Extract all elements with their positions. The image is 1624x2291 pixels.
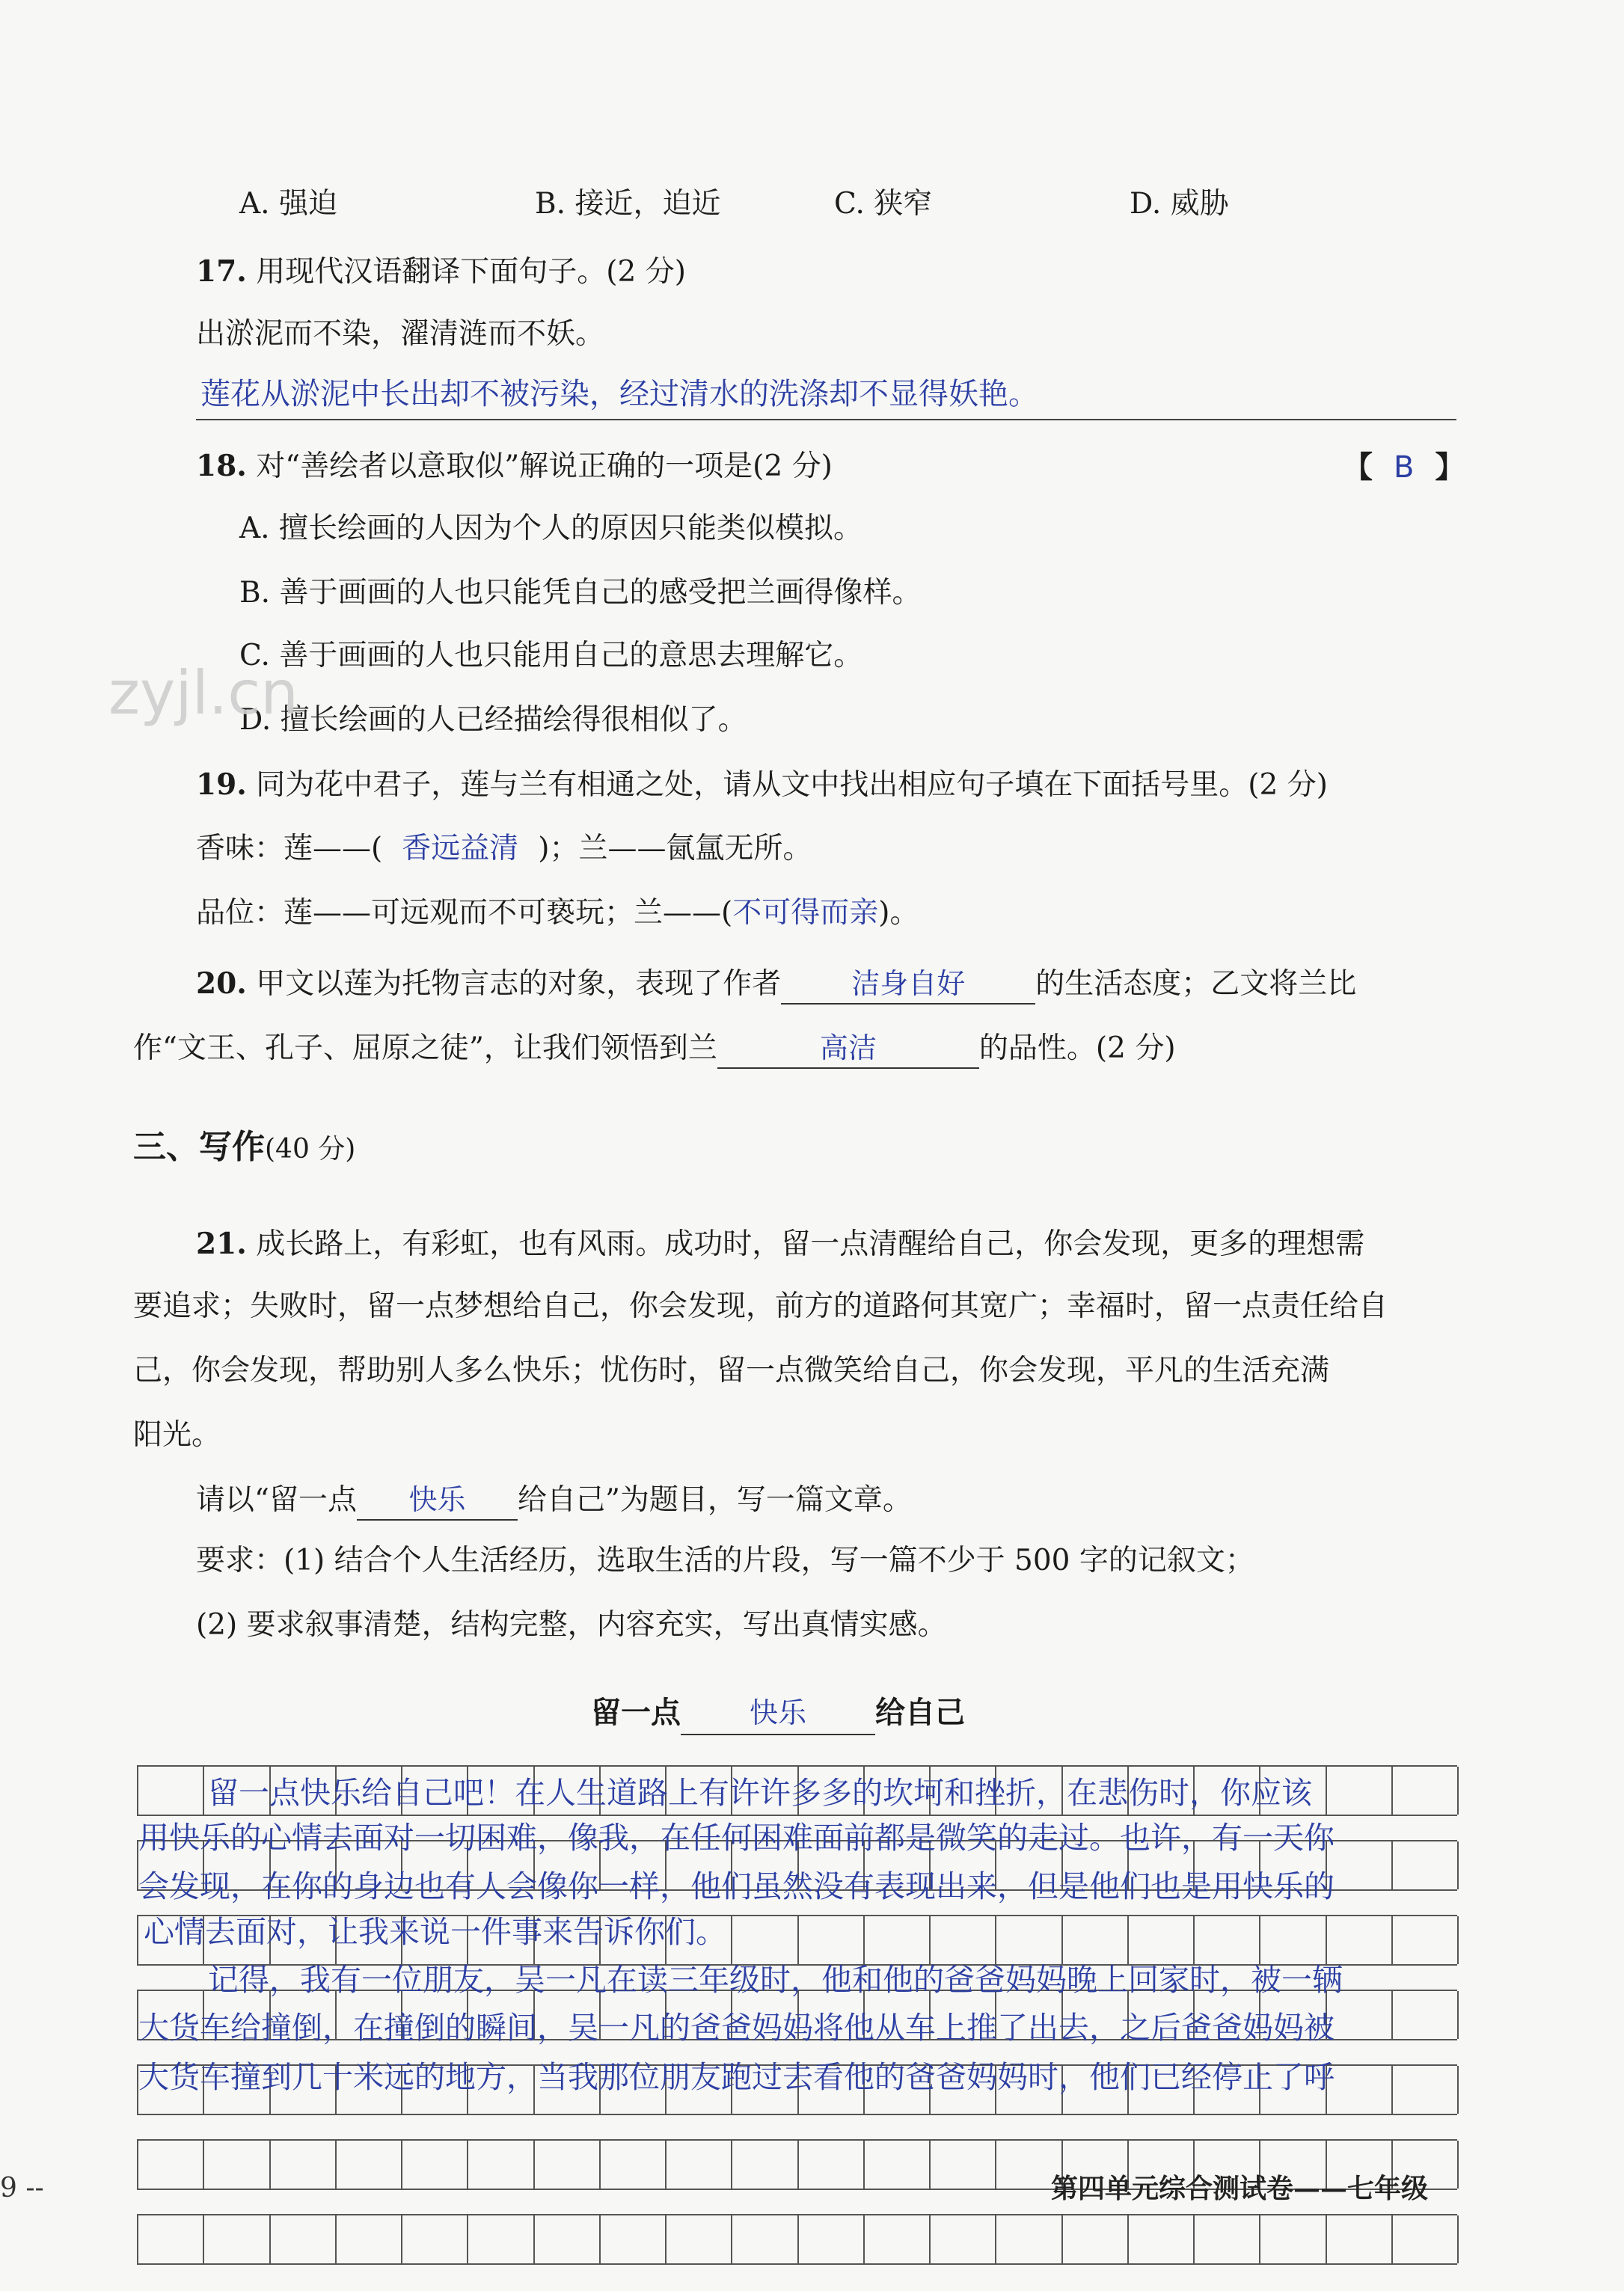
q17-prompt [196,253,686,291]
q21-para-line1 [196,1225,1364,1263]
grid-cell-divider [1193,1916,1195,1964]
grid-cell-divider [797,2215,799,2263]
grid-cell-divider [731,2215,732,2263]
q19-line1-post: )；兰——氤氲无所。 [538,832,812,865]
q17-prompt-text: 用现代汉语翻译下面句子。(2 分) [256,255,686,289]
essay-line: 留一点快乐给自己吧！在人生道路上有许许多多的坎坷和挫折，在悲伤时，你应该 [208,1775,1312,1811]
q21-title-post: 给自己”为题目，写一篇文章。 [517,1483,912,1517]
grid-cell-divider [1457,2066,1459,2114]
q21-title-line [196,1481,912,1521]
grid-cell-divider [929,1916,931,1964]
q20-line2 [133,1029,1176,1069]
grid-cell-divider [599,2215,601,2263]
q21-number: 21. [196,1227,247,1261]
q18-answer: B [1393,450,1415,485]
q20-blank1 [781,965,1035,1005]
q18-prompt [196,447,833,485]
grid-cell-divider [731,2141,732,2189]
grid-cell-divider [665,2141,667,2189]
essay-title-post: 给自己 [875,1695,965,1730]
q16-option-c: C. 狭窄 [834,187,933,221]
q19-line2-pre: 品位：莲——可远观而不可亵玩；兰——( [196,896,733,930]
essay-line: 记得，我有一位朋友，吴一凡在读三年级时，他和他的爸爸妈妈晚上回家时，被一辆 [208,1962,1343,1998]
q17-answer: 莲花从淤泥中长出却不被污染，经过清水的洗涤却不显得妖艳。 [200,377,1038,411]
grid-cell-divider [1391,1991,1393,2039]
q19-answer1: 香远益清 [402,832,519,865]
grid-cell-divider [335,2141,337,2189]
grid-cell-divider [203,2141,204,2189]
grid-cell-divider [1391,1841,1393,1889]
grid-row [137,2214,1457,2265]
q20-line1-post: 的生活态度；乙文将兰比 [1035,967,1357,1001]
grid-cell-divider [137,2141,138,2189]
essay-title-pre: 留一点 [591,1695,681,1730]
q18-bracket-left: 【 [1343,450,1373,485]
q20-line1-pre: 甲文以莲为托物言志的对象，表现了作者 [256,967,782,1001]
essay-line: 用快乐的心情去面对一切困难，像我，在任何困难面前都是微笑的走过。也许，有一天你 [138,1820,1335,1856]
q19-line1 [196,830,812,868]
q20-line1 [196,965,1356,1005]
grid-cell-divider [995,2215,996,2263]
grid-cell-divider [863,2215,865,2263]
q20-line2-post: 的品性。(2 分) [978,1031,1176,1065]
q20-answer1: 洁身自好 [851,967,966,1000]
grid-cell-divider [533,2141,535,2189]
grid-cell-divider [203,1767,204,1815]
q21-title-pre: 请以“留一点 [196,1483,357,1517]
grid-cell-divider [1326,1916,1327,1964]
q21-requirement2: (2) 要求叙事清楚，结构完整，内容充实，写出真情实感。 [196,1608,947,1642]
grid-cell-divider [269,2141,271,2189]
grid-cell-divider [137,1916,138,1964]
grid-cell-divider [599,2141,601,2189]
q17-sentence: 出淤泥而不染，濯清涟而不妖。 [196,317,605,351]
q19-prompt [196,766,1328,804]
essay-line: 大货车撞到几十米远的地方，当我那位朋友跑过去看他的爸爸妈妈时，他们已经停止了呼 [138,2059,1335,2095]
q18-number: 18. [196,449,247,483]
grid-cell-divider [401,2141,402,2189]
grid-cell-divider [797,2141,799,2189]
essay-title [591,1692,965,1735]
essay-title-blank [681,1692,875,1735]
grid-cell-divider [467,2215,468,2263]
q18-option-c: C. 善于画画的人也只能用自己的意思去理解它。 [239,639,863,672]
q20-line2-pre: 作“文王、孔子、屈原之徒”，让我们领悟到兰 [133,1031,717,1065]
q18-option-d: D. 擅长绘画的人已经描绘得很相似了。 [239,703,747,737]
q18-bracket-right: 】 [1435,450,1465,485]
grid-cell-divider [1193,2215,1195,2263]
q16-option-a: A. 强迫 [239,187,337,221]
grid-cell-divider [929,2215,931,2263]
grid-cell-divider [269,2215,271,2263]
q20-blank2 [717,1029,979,1069]
q21-title-answer: 快乐 [408,1483,466,1516]
footer-title: 第四单元综合测试卷——七年级 [1051,2173,1429,2204]
grid-cell-divider [1457,1841,1459,1889]
grid-cell-divider [731,1916,732,1964]
grid-cell-divider [1457,1991,1459,2039]
grid-cell-divider [929,2141,931,2189]
grid-cell-divider [137,1767,138,1815]
grid-cell-divider [1457,1916,1459,1964]
essay-line: 心情去面对，让我来说一件事来告诉你们。 [144,1914,726,1950]
q19-line2-post: )。 [878,896,919,930]
grid-cell-divider [1457,2141,1459,2189]
q18-option-b: B. 善于画画的人也只能凭自己的感受把兰画得像样。 [239,576,922,610]
grid-cell-divider [1061,1916,1063,1964]
grid-cell-divider [1127,1916,1129,1964]
grid-cell-divider [1391,2215,1393,2263]
grid-cell-divider [1326,2215,1327,2263]
q16-option-d: D. 威胁 [1130,187,1229,221]
section-writing-title [133,1126,355,1171]
q21-para-text1: 成长路上，有彩虹，也有风雨。成功时，留一点清醒给自己，你会发现，更多的理想需 [256,1227,1365,1261]
q19-answer2: 不可得而亲 [732,896,879,930]
q19-line1-pre: 香味：莲——( [196,832,383,865]
grid-cell-divider [995,1916,996,1964]
grid-cell-divider [401,2215,402,2263]
q21-para-line3: 己，你会发现，帮助别人多么快乐；忧伤时，留一点微笑给自己，你会发现，平凡的生活充满 [133,1354,1330,1387]
q21-title-blank [357,1481,518,1521]
q17-number: 17. [196,254,247,289]
q18-answer-bracket [1343,449,1465,486]
grid-cell-divider [1259,1916,1260,1964]
q21-para-line4: 阳光。 [133,1418,221,1452]
q16-option-b: B. 接近，迫近 [535,187,721,221]
q19-prompt-text: 同为花中君子，莲与兰有相通之处，请从文中找出相应句子填在下面括号里。(2 分) [256,768,1328,802]
grid-cell-divider [1457,2215,1459,2263]
grid-cell-divider [335,2215,337,2263]
grid-cell-divider [1326,1767,1327,1815]
grid-cell-divider [1061,2215,1063,2263]
grid-cell-divider [863,1916,865,1964]
grid-cell-divider [1391,1767,1393,1815]
grid-cell-divider [467,2141,468,2189]
q19-number: 19. [196,767,247,802]
grid-cell-divider [1259,2215,1260,2263]
grid-cell-divider [797,1916,799,1964]
essay-title-answer: 快乐 [749,1696,806,1729]
q21-requirement1: 要求：(1) 结合个人生活经历，选取生活的片段，写一篇不少于 500 字的记叙文； [196,1544,1254,1577]
grid-cell-divider [533,2215,535,2263]
grid-cell-divider [1391,1916,1393,1964]
page-number: 9 -- [0,2173,44,2203]
grid-cell-divider [137,2215,138,2263]
essay-line: 会发现，在你的身边也有人会像你一样，他们虽然没有表现出来，但是他们也是用快乐的 [138,1868,1335,1904]
section-writing-label: 三、写作 [133,1128,265,1166]
grid-cell-divider [1391,2066,1393,2114]
watermark: zyjl.cn [108,658,298,728]
grid-cell-divider [203,2215,204,2263]
q21-para-line2: 要追求；失败时，留一点梦想给自己，你会发现，前方的道路何其宽广；幸福时，留一点责任给自 [133,1289,1388,1323]
grid-cell-divider [1457,1767,1459,1815]
grid-cell-divider [863,2141,865,2189]
q20-answer2: 高洁 [819,1031,877,1064]
q20-number: 20. [196,966,247,1001]
grid-cell-divider [1127,2215,1129,2263]
q18-prompt-text: 对“善绘者以意取似”解说正确的一项是(2 分) [256,450,833,483]
essay-line: 大货车给撞倒，在撞倒的瞬间，吴一凡的爸爸妈妈将他从车上推了出去，之后爸爸妈妈被 [138,2010,1335,2046]
q17-answer-line [196,419,1456,420]
q18-option-a: A. 擅长绘画的人因为个人的原因只能类似模拟。 [239,512,862,545]
grid-cell-divider [995,2141,996,2189]
grid-cell-divider [665,2215,667,2263]
section-writing-score: (40 分) [265,1134,356,1165]
q19-line2 [196,895,919,932]
